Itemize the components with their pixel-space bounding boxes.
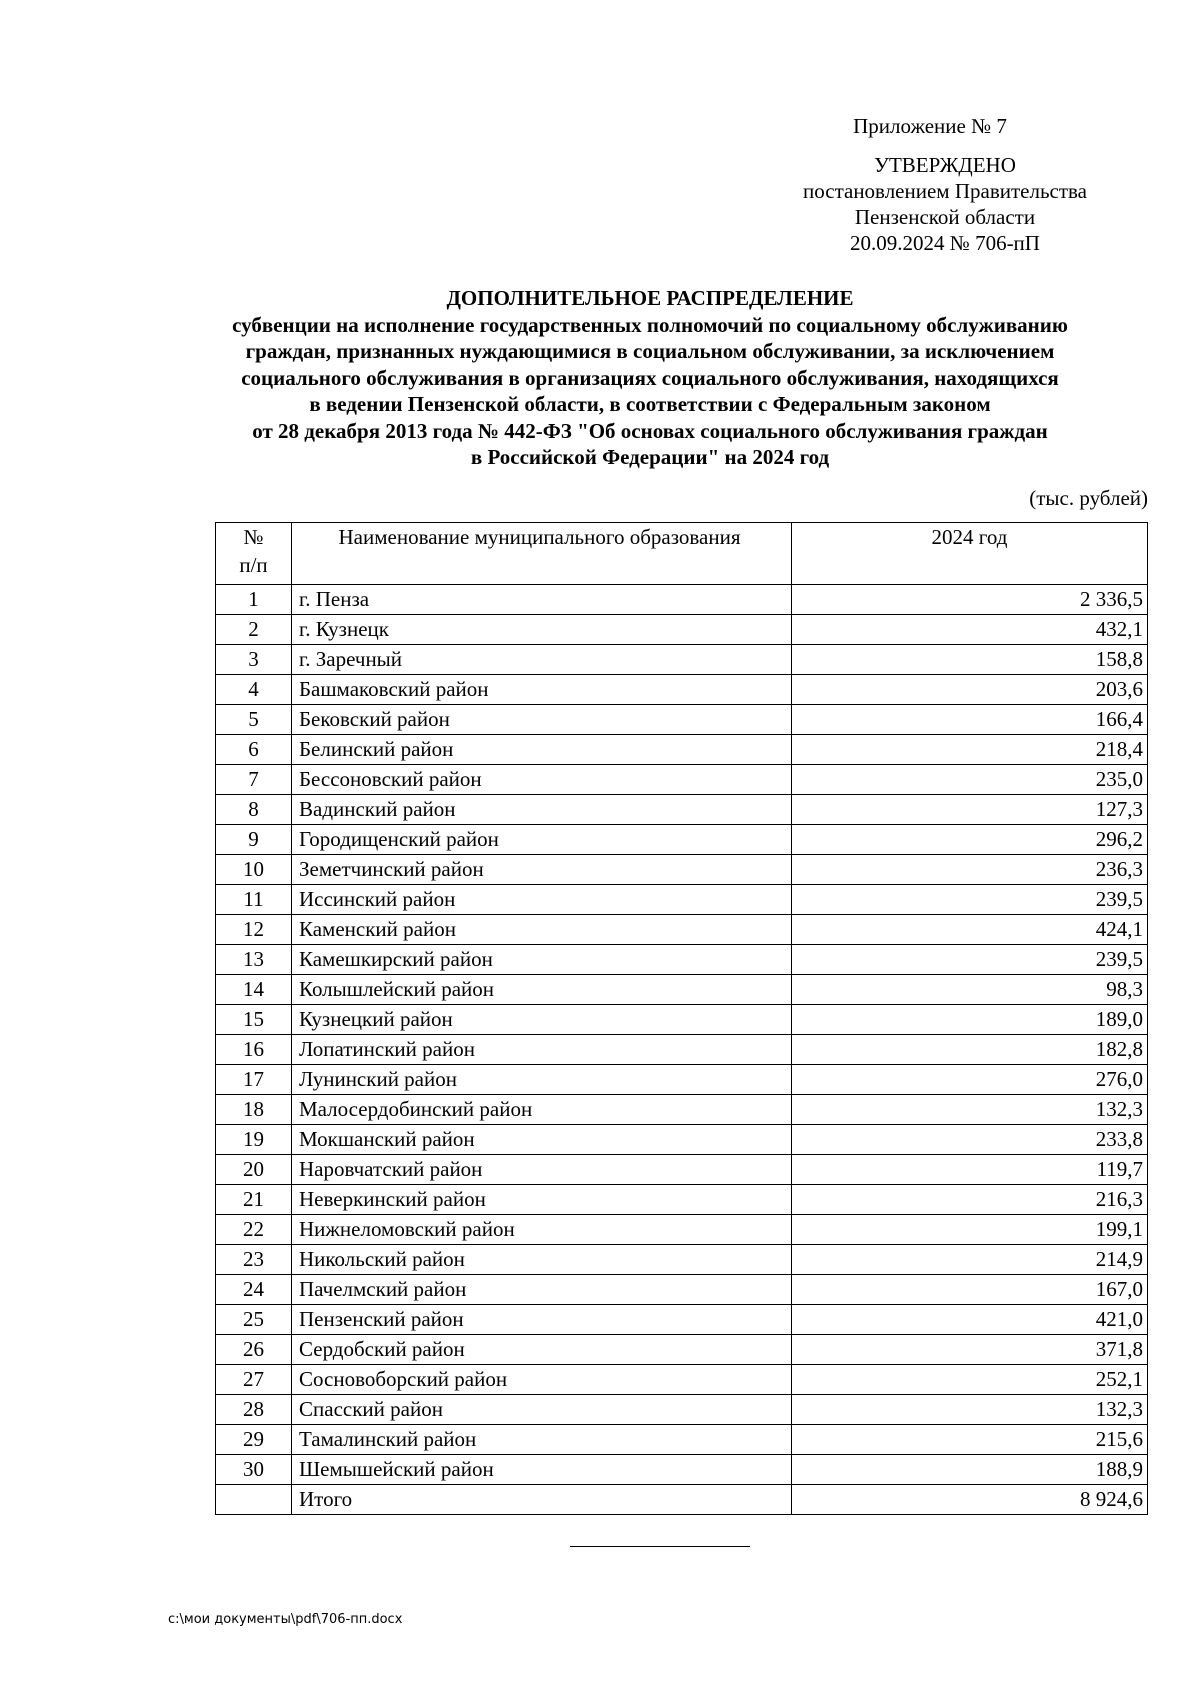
- row-number: 7: [216, 765, 292, 795]
- row-name: Никольский район: [292, 1245, 792, 1275]
- row-value: 424,1: [792, 915, 1148, 945]
- table-row: [216, 945, 1148, 975]
- approval-line: Пензенской области: [854, 205, 1036, 229]
- row-value: 188,9: [792, 1455, 1148, 1485]
- row-name: Лопатинский район: [292, 1035, 792, 1065]
- row-value: 252,1: [792, 1365, 1148, 1395]
- row-value: 235,0: [792, 765, 1148, 795]
- table-row: [216, 975, 1148, 1005]
- row-number: 4: [216, 675, 292, 705]
- header-number-sign: №: [243, 525, 264, 549]
- row-value: 98,3: [792, 975, 1148, 1005]
- title-line: субвенции на исполнение государственных полномочий по социальному обслуживанию: [232, 312, 1068, 337]
- row-number: 18: [216, 1095, 292, 1125]
- row-value: 239,5: [792, 885, 1148, 915]
- row-number: 27: [216, 1365, 292, 1395]
- table-row: [216, 735, 1148, 765]
- row-name: Иссинский район: [292, 885, 792, 915]
- table-row: [216, 885, 1148, 915]
- row-name: Наровчатский район: [292, 1155, 792, 1185]
- row-value: 132,3: [792, 1095, 1148, 1125]
- row-name: Белинский район: [292, 735, 792, 765]
- table-header-row: [216, 523, 1148, 585]
- row-name: Лунинский район: [292, 1065, 792, 1095]
- approval-title: УТВЕРЖДЕНО: [874, 153, 1016, 177]
- table-row: [216, 855, 1148, 885]
- row-value: 239,5: [792, 945, 1148, 975]
- row-value: 432,1: [792, 615, 1148, 645]
- title-line: в ведении Пензенской области, в соответствии с Федеральным законом: [309, 392, 991, 416]
- row-number: 5: [216, 705, 292, 735]
- approval-stamp: [770, 152, 1120, 256]
- row-name: Сердобский район: [292, 1335, 792, 1365]
- row-name: Пензенский район: [292, 1305, 792, 1335]
- row-number: 26: [216, 1335, 292, 1365]
- row-name: Бековский район: [292, 705, 792, 735]
- table-row: [216, 765, 1148, 795]
- row-value: 119,7: [792, 1155, 1148, 1185]
- approval-line: постановлением Правительства: [802, 179, 1087, 203]
- row-value: 189,0: [792, 1005, 1148, 1035]
- row-number: 6: [216, 735, 292, 765]
- row-number: 29: [216, 1425, 292, 1455]
- table-row: [216, 615, 1148, 645]
- row-value: 214,9: [792, 1245, 1148, 1275]
- row-number: 15: [216, 1005, 292, 1035]
- total-row: [216, 1485, 1148, 1515]
- row-name: Камешкирский район: [292, 945, 792, 975]
- row-value: 215,6: [792, 1425, 1148, 1455]
- row-name: Каменский район: [292, 915, 792, 945]
- row-value: 216,3: [792, 1185, 1148, 1215]
- row-name: Вадинский район: [292, 795, 792, 825]
- row-value: 218,4: [792, 735, 1148, 765]
- table-row: [216, 1245, 1148, 1275]
- row-number: [216, 1485, 292, 1515]
- title-line: от 28 декабря 2013 года № 442-ФЗ "Об основах социального обслуживания граждан: [252, 418, 1048, 443]
- row-name: Колышлейский район: [292, 975, 792, 1005]
- table-row: [216, 1365, 1148, 1395]
- table-row: [216, 825, 1148, 855]
- row-name: Городищенский район: [292, 825, 792, 855]
- table-row: [216, 1065, 1148, 1095]
- row-value: 166,4: [792, 705, 1148, 735]
- title-line: в Российской Федерации" на 2024 год: [470, 445, 830, 469]
- row-value: 421,0: [792, 1305, 1148, 1335]
- row-value: 2 336,5: [792, 585, 1148, 615]
- row-number: 30: [216, 1455, 292, 1485]
- row-number: 17: [216, 1065, 292, 1095]
- appendix-label: Приложение № 7: [853, 114, 1007, 138]
- row-value: 203,6: [792, 675, 1148, 705]
- table-row: [216, 1155, 1148, 1185]
- row-value: 199,1: [792, 1215, 1148, 1245]
- end-divider: [570, 1546, 750, 1547]
- row-number: 9: [216, 825, 292, 855]
- table-row: [216, 1395, 1148, 1425]
- row-number: 12: [216, 915, 292, 945]
- table-row: [216, 1035, 1148, 1065]
- units-label: (тыс. рублей): [1029, 486, 1148, 510]
- row-number: 11: [216, 885, 292, 915]
- row-name: Малосердобинский район: [292, 1095, 792, 1125]
- row-value: 127,3: [792, 795, 1148, 825]
- row-name: Итого: [292, 1485, 792, 1515]
- table-row: [216, 1455, 1148, 1485]
- row-value: 132,3: [792, 1395, 1148, 1425]
- row-number: 20: [216, 1155, 292, 1185]
- row-name: Мокшанский район: [292, 1125, 792, 1155]
- row-name: Пачелмский район: [292, 1275, 792, 1305]
- distribution-table: [215, 522, 1148, 1515]
- table-row: [216, 585, 1148, 615]
- header-year: 2024 год: [792, 523, 1148, 585]
- row-name: Тамалинский район: [292, 1425, 792, 1455]
- row-value: 371,8: [792, 1335, 1148, 1365]
- header-number-pp: п/п: [239, 553, 268, 577]
- table-row: [216, 1215, 1148, 1245]
- row-number: 3: [216, 645, 292, 675]
- row-number: 23: [216, 1245, 292, 1275]
- table-row: [216, 705, 1148, 735]
- row-name: Земетчинский район: [292, 855, 792, 885]
- header-name: Наименование муниципального образования: [292, 523, 792, 585]
- row-number: 14: [216, 975, 292, 1005]
- approval-date: 20.09.2024 № 706-пП: [850, 231, 1040, 255]
- table-body: [216, 585, 1148, 1515]
- row-name: Неверкинский район: [292, 1185, 792, 1215]
- table-row: [216, 915, 1148, 945]
- row-value: 296,2: [792, 825, 1148, 855]
- document-title: [150, 285, 1150, 471]
- row-name: Бессоновский район: [292, 765, 792, 795]
- table-row: [216, 1125, 1148, 1155]
- row-value: 236,3: [792, 855, 1148, 885]
- row-name: Шемышейский район: [292, 1455, 792, 1485]
- row-value: 276,0: [792, 1065, 1148, 1095]
- row-number: 1: [216, 585, 292, 615]
- row-number: 25: [216, 1305, 292, 1335]
- row-number: 21: [216, 1185, 292, 1215]
- row-name: г. Кузнецк: [292, 615, 792, 645]
- row-name: г. Пенза: [292, 585, 792, 615]
- table-row: [216, 675, 1148, 705]
- row-value: 8 924,6: [792, 1485, 1148, 1515]
- table-row: [216, 645, 1148, 675]
- table-row: [216, 1425, 1148, 1455]
- table-row: [216, 1005, 1148, 1035]
- row-number: 19: [216, 1125, 292, 1155]
- row-number: 24: [216, 1275, 292, 1305]
- row-number: 2: [216, 615, 292, 645]
- row-number: 16: [216, 1035, 292, 1065]
- row-name: Башмаковский район: [292, 675, 792, 705]
- row-value: 167,0: [792, 1275, 1148, 1305]
- row-name: Кузнецкий район: [292, 1005, 792, 1035]
- row-value: 158,8: [792, 645, 1148, 675]
- row-number: 13: [216, 945, 292, 975]
- table-row: [216, 1305, 1148, 1335]
- table-row: [216, 1275, 1148, 1305]
- row-number: 22: [216, 1215, 292, 1245]
- row-number: 28: [216, 1395, 292, 1425]
- table-row: [216, 1335, 1148, 1365]
- title-line: социального обслуживания в организациях социального обслуживания, находящихся: [241, 365, 1059, 390]
- row-name: Нижнеломовский район: [292, 1215, 792, 1245]
- table-row: [216, 1185, 1148, 1215]
- table-row: [216, 795, 1148, 825]
- file-path: c:\мои документы\pdf\706-пп.docx: [168, 1612, 403, 1627]
- header-number: [216, 523, 292, 585]
- row-value: 182,8: [792, 1035, 1148, 1065]
- row-name: Спасский район: [292, 1395, 792, 1425]
- row-name: Сосновоборский район: [292, 1365, 792, 1395]
- row-number: 10: [216, 855, 292, 885]
- title-heading: ДОПОЛНИТЕЛЬНОЕ РАСПРЕДЕЛЕНИЕ: [446, 286, 854, 310]
- title-line: граждан, признанных нуждающимися в социальном обслуживании, за исключением: [245, 339, 1055, 363]
- row-value: 233,8: [792, 1125, 1148, 1155]
- row-name: г. Заречный: [292, 645, 792, 675]
- row-number: 8: [216, 795, 292, 825]
- table-row: [216, 1095, 1148, 1125]
